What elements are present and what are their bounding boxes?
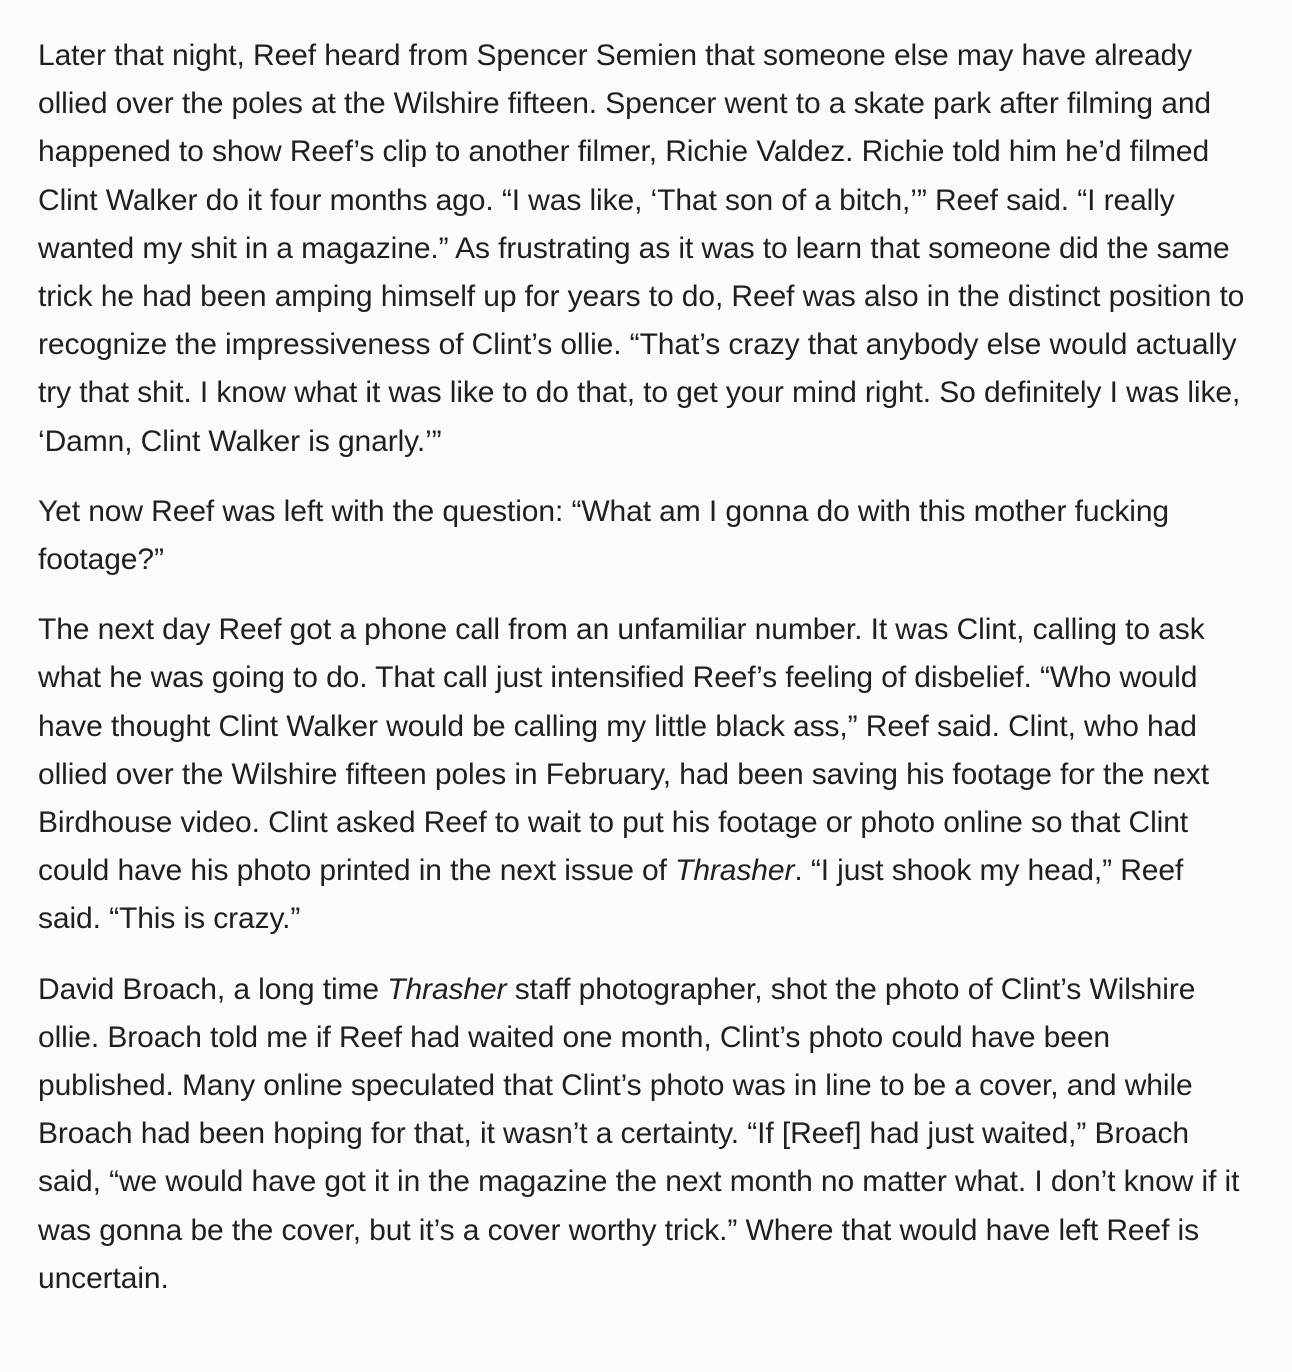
magazine-title: Thrasher [675, 854, 795, 888]
paragraph [38, 966, 1254, 1303]
paragraph-text: staff photographer, shot the photo of Clint’s Wilshire ollie. Broach told me if Reef had waited one month, Clint’s photo could have been published. Many online speculated that Clint’s photo was in line to be a cover, and while Broach had been hoping for that, it wasn’t a certainty. “If [Reef] had just waited,” Broach said, “we would have got it in the magazine the next month no matter what. I don’t know if it was gonna be the cover, but it’s a cover worthy trick.” Where that would have left Reef is uncertain. [38, 972, 1240, 1295]
paragraph-text: Later that night, Reef heard from Spencer Semien that someone else may have already ollied over the poles at the Wilshire fifteen. Spencer went to a skate park after filming and happened to show Reef’s clip to another filmer, Richie Valdez. Richie told him he’d filmed Clint Walker do it four months ago. “I was like, ‘That son of a bitch,’” Reef said. “I really wanted my shit in a magazine.” As frustrating as it was to learn that someone did the same trick he had been amping himself up for years to do, Reef was also in the distinct position to recognize the impressiveness of Clint’s ollie. “That’s crazy that anybody else would actually try that shit. I know what it was like to do that, to get your mind right. So definitely I was like, ‘Damn, Clint Walker is gnarly.’” [38, 39, 1245, 458]
paragraph-text: Yet now Reef was left with the question: “What am I gonna do with this mother fucking footage?” [38, 494, 1169, 577]
magazine-title: Thrasher [387, 972, 507, 1006]
paragraph-text: The next day Reef got a phone call from an unfamiliar number. It was Clint, calling to ask what he was going to do. That call just intensified Reef’s feeling of disbelief. “Who would have thought Clint Walker would be calling my little black ass,” Reef said. Clint, who had ollied over the Wilshire fifteen poles in February, had been saving his footage for the next Birdhouse video. Clint asked Reef to wait to put his footage or photo online so that Clint could have his photo printed in the next issue of [38, 613, 1209, 888]
paragraph [38, 606, 1254, 943]
paragraph [38, 32, 1254, 466]
paragraph-text: David Broach, a long time [38, 972, 388, 1006]
paragraph-text: . “I just shook my head,” Reef said. “This is crazy.” [38, 854, 1184, 936]
paragraph [38, 488, 1254, 584]
